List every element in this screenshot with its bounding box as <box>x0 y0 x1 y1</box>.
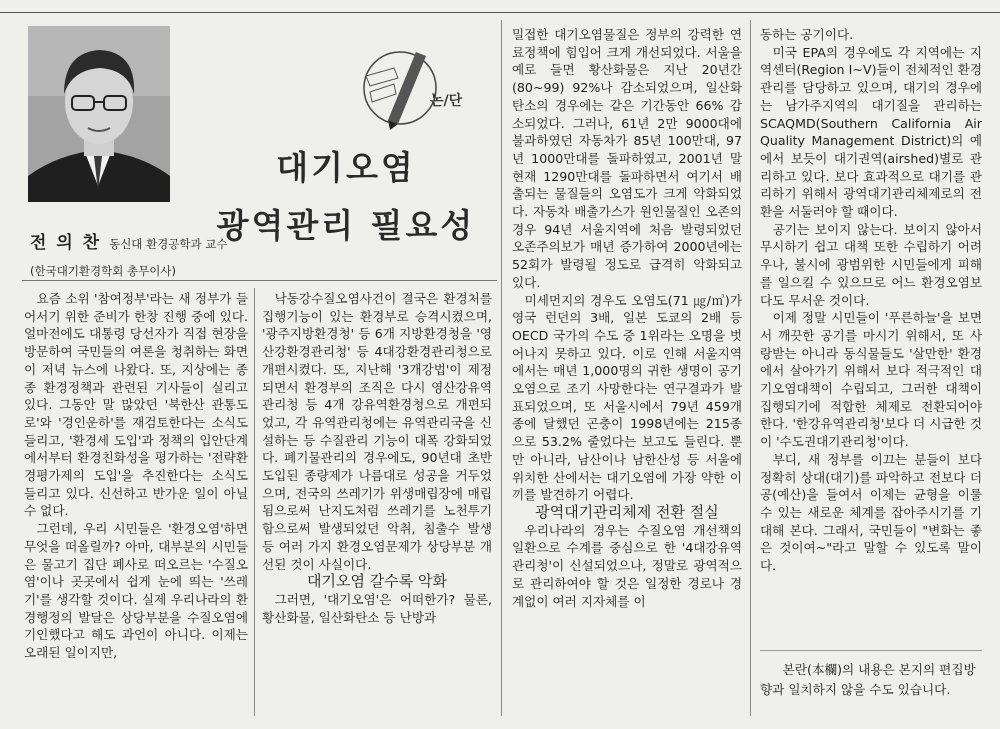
paragraph: 그런데, 우리 시민들은 '환경오염'하면 무엇을 떠올릴까? 아마, 대부분의 시민들은 물고기 집단 폐사로 떠오르는 '수질오염'이나 곳곳에서 쉽게 눈에 띄는 '쓰레기'를 생각할 것이다. 실제 우리나라의 환경행정의 발달은 상당부분을 수질오염에 기인했다고 해도 과언이 아니다. 이제는 오래된 일이지만, <box>24 521 248 661</box>
paragraph: 요즘 소위 '참여정부'라는 새 정부가 들어서기 위한 준비가 한창 진행 중에 있다. 얼마전에도 대통령 당선자가 직접 현장을 방문하여 국민들의 여론을 청취하는 화면이 저녁 뉴스에 나왔다. 또, 지상에는 종종 환경정책과 관련된 기사들이 실리고 있다. 그동안 말 많았던 '북한산 관통도로'와 '경인운하'를 재검토한다는 소식도 들리고, '환경세 도입'과 정책의 입안단계에서부터 환경친화성을 평가하는 '전략환경평가제의 도입'을 추진한다는 소식도 들리고 있다. 신선하고 반가운 일이 아닐 수 없다. <box>24 291 248 519</box>
subheading: 대기오염 갈수록 악화 <box>307 572 447 591</box>
column-divider-left <box>254 288 255 716</box>
paragraph: 공기는 보이지 않는다. 보이지 않아서 무시하기 쉽고 대책 또한 수립하기 어려우나, 불시에 광범위한 시민들에게 피해를 일으킬 수 있으므로 어느 환경오염보다도 무서운 것이다. <box>760 221 982 308</box>
author-affiliation: 동신대 환경공학과 교수 <box>109 237 228 251</box>
article-column-2 <box>262 290 492 626</box>
paragraph: 미국 EPA의 경우에도 각 지역에는 지역센터(Region Ⅰ~Ⅴ)들이 전체적인 환경관리를 담당하고 있으며, 대기의 경우에는 남가주지역의 대기질을 관리하는 SCAQMD(Southern California Air Quality Management District)의 예에서 보듯이 대기권역(airshed)별로 관리하고 있다. 보다 효과적으로 대기를 관리하기 위해서 광역대기관리체제로의 전환을 서둘러야 할 때이다. <box>760 44 982 220</box>
subheading: 광역대기관리체제 전환 절실 <box>535 502 719 521</box>
paragraph: 이제 정말 시민들이 '푸른하늘'을 보면서 깨끗한 공기를 마시기 위해서, 또 사랑받는 아니라 동식물들도 '살만한' 환경에서 살아가기 위해서 보다 적극적인 대기오염대책이 수립되고, 그러한 대책이 집행되기에 적합한 체제로 전환되어야 한다. '한강유역관리청'보다 더 시급한 것이 '수도권대기관리청'이다. <box>760 310 982 450</box>
author-organization: (한국대기환경학회 총무이사) <box>30 264 176 278</box>
article-column-4 <box>760 26 982 575</box>
paragraph: 부디, 새 정부를 이끄는 분들이 보다 정확히 상대(대기)를 파악하고 전보다 더 공(예산)을 들여서 이제는 균형을 이룰 수 있는 새로운 체계를 잡아주시기를 기대해 본다. 그래서, 국민들이 "변화는 좋은 것이여~"라고 말할 수 있도록 말이다. <box>760 451 982 574</box>
paragraph: 낙동강수질오염사건이 결국은 환경처를 집행기능이 있는 환경부로 승격시켰으며, '광주지방환경청' 등 6개 지방환경청을 '영산강환경관리청' 등 4대강환경관리청으로 개편시켰다. 또, 지난해 '3개강법'이 제정되면서 환경부의 조직은 다시 영산강유역관리청 등 4개 강유역환경청으로 개편되었고, 각 유역관리청에는 유역관리국을 신설하는 등 수질관리 기능이 대폭 강화되었다. 폐기물관리의 경우에도, 90년대 초반 도입된 종량제가 나름대로 성공을 거두었으며, 전국의 쓰레기가 위생매립장에 매립됨으로써 난지도처럼 쓰레기를 노천투기 함으로써 발생되었던 악취, 침출수 발생 등 여러 가지 환경오염문제가 상당부분 개선된 것이 사실이다. <box>262 291 492 572</box>
editorial-disclaimer: 본란(本欄)의 내용은 본지의 편집방향과 일치하지 않을 수도 있습니다. <box>760 662 976 697</box>
article-column-1 <box>24 290 248 662</box>
author-divider <box>22 280 497 281</box>
top-border <box>0 12 1000 13</box>
paragraph: 동하는 공기이다. <box>760 27 854 42</box>
paragraph: 미세먼지의 경우도 오염도(71 ㎍/㎥)가 영국 런던의 3배, 일본 도쿄의 2배 등 OECD 국가의 수도 중 1위라는 오명을 벗어나지 못하고 있다. 이로 인해 서울지역에서는 매년 1,000명의 귀한 생명이 공기오염으로 조기 사망한다는 연구결과가 발표되었으며, 또 서울시에서 79년 459개종에 달했던 곤충이 1998년에는 215종으로 53.2% 줄었다는 보고도 들린다. 뿐만 아니라, 남산이나 남한산성 등 서울에 위치한 산에서는 대기오염에 가장 약한 이끼를 발견하기 어렵다. <box>512 292 742 503</box>
column-divider-mid <box>501 20 502 716</box>
article-column-3 <box>512 26 742 610</box>
column-logo <box>354 48 469 130</box>
headline-line-2: 광역관리 필요성 <box>216 206 476 245</box>
paragraph: 그러면, '대기오염'은 어떠한가? 물론, 황산화물, 일산화탄소 등 난방과 <box>262 591 492 625</box>
author-photo <box>28 26 170 202</box>
column-divider-right <box>750 20 751 716</box>
logo-label: 논/단 <box>430 93 463 109</box>
note-divider <box>760 650 982 651</box>
author-name: 전 의 찬 <box>30 233 102 253</box>
headline-line-1: 대기오염 <box>276 148 416 187</box>
paragraph: 우리나라의 경우는 수질오염 개선책의 일환으로 수계를 중심으로 한 '4대강유역관리청'이 신설되었으나, 정말로 광역적으로 관리하여야 할 것은 일정한 경로나 경계없이 여러 지자체를 이 <box>512 522 742 609</box>
paragraph: 밀접한 대기오염물질은 정부의 강력한 연료정책에 힘입어 크게 개선되었다. 서울을 예로 들면 황산화물은 지난 20년간(80~99) 92%나 감소되었으며, 일산화탄소의 경우에는 같은 기간동안 66% 감소되었다. 그러나, 61년 2만 9000대에 불과하였던 자동차가 85년 100만대, 97년 1000만대를 돌파하였고, 2001년 말 현재 1290만대를 돌파하면서 여기서 배출되는 물질들의 오염도가 크게 악화되었다. 자동차 배출가스가 원인물질인 오존의 경우 94년 서울지역에 처음 발령되었던 오존주의보가 매년 증가하여 2000년에는 52회가 발령될 정도로 급격히 악화되고 있다. <box>512 27 742 290</box>
